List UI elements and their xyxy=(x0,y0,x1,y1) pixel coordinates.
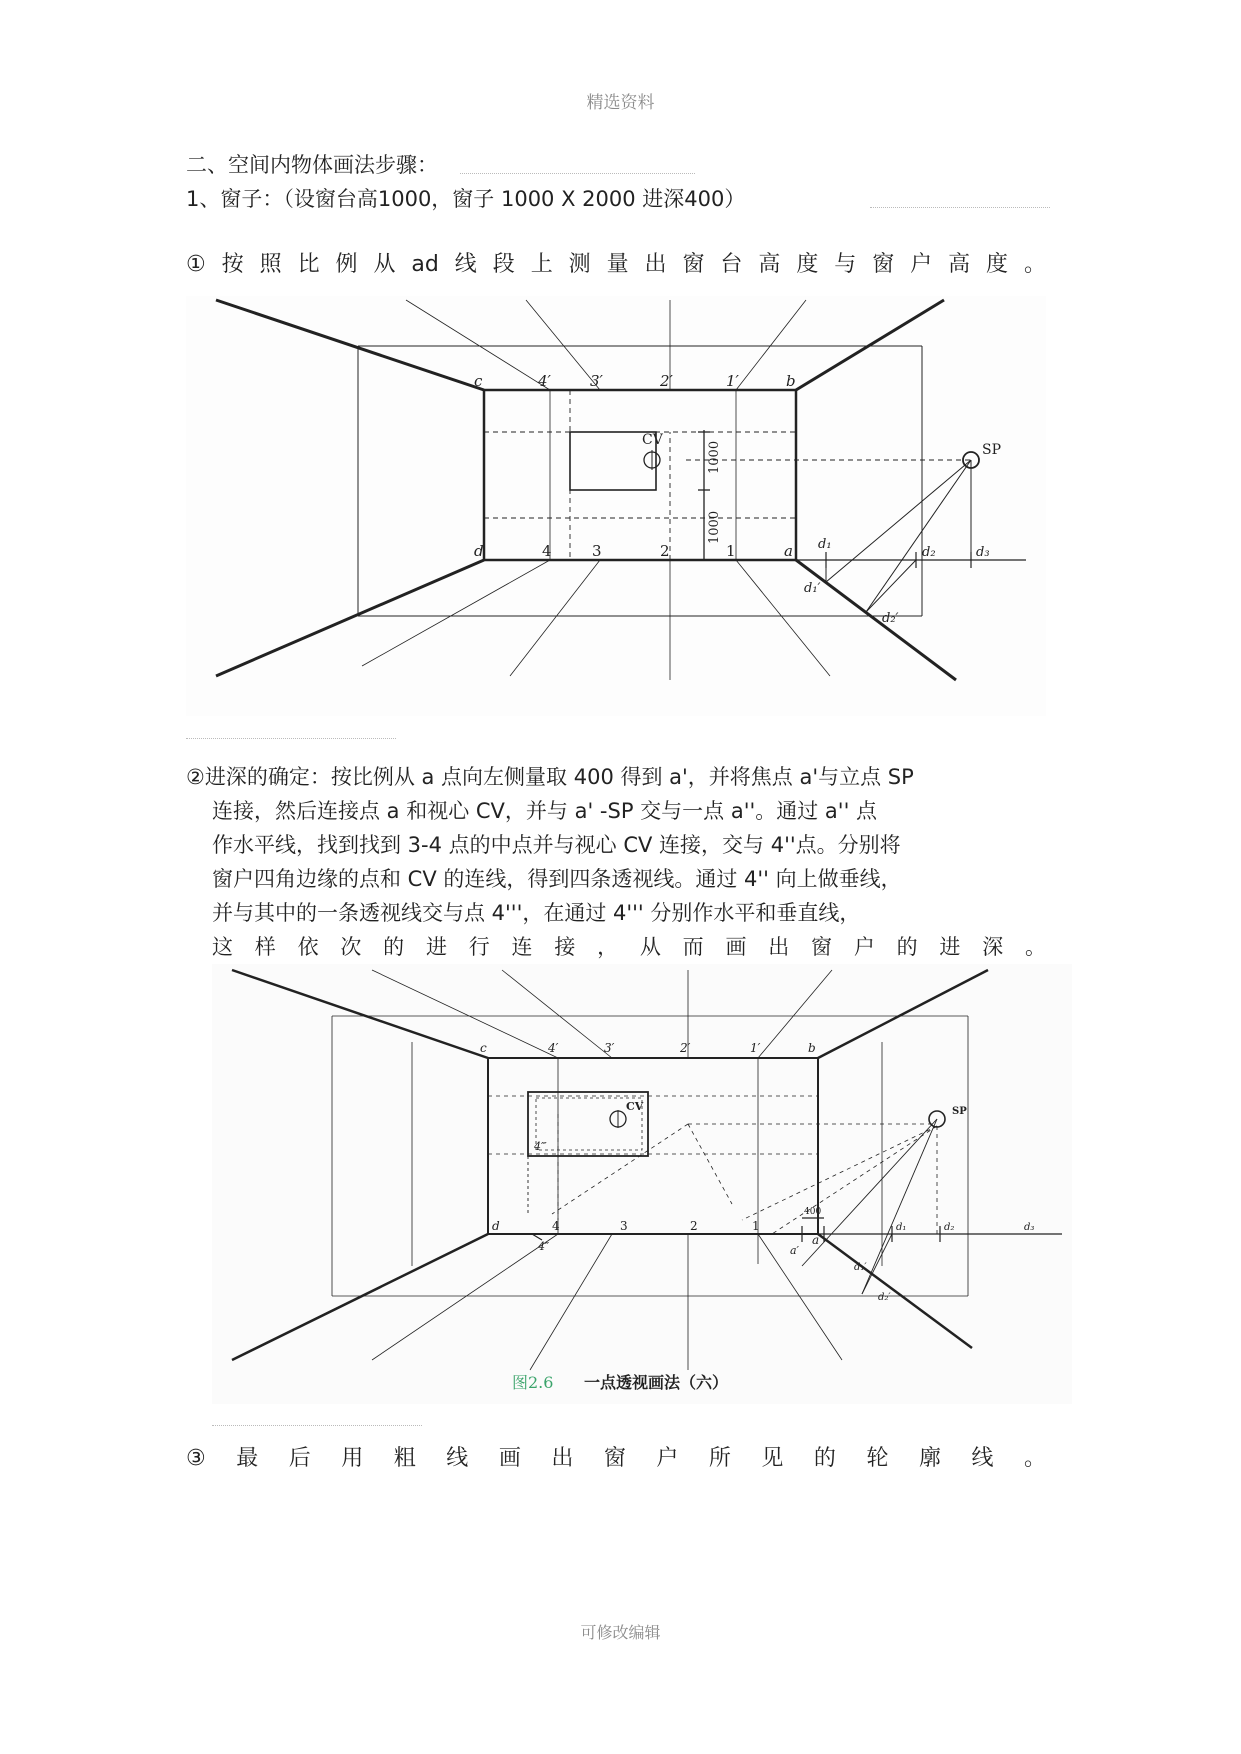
fig2-label-4-double-prime: 4″ xyxy=(538,1240,550,1253)
fig2-label-c: c xyxy=(480,1041,487,1055)
label-d: d xyxy=(474,542,484,560)
fig2-label-d3: d₃ xyxy=(1024,1222,1035,1233)
fig2-label-2-prime: 2′ xyxy=(680,1041,691,1055)
label-sp: SP xyxy=(982,442,1002,458)
fig2-label-1-prime: 1′ xyxy=(750,1041,761,1055)
fig2-label-sp: SP xyxy=(952,1106,967,1117)
dotted-rule xyxy=(870,207,1050,208)
fig2-label-d1: d₁ xyxy=(896,1222,907,1233)
label-1: 1 xyxy=(726,542,736,560)
step-2-line-6: 这样依次的进行连接，从而画出窗户的进深。 xyxy=(212,935,1046,959)
label-3-prime: 3′ xyxy=(590,372,603,390)
label-a: a xyxy=(784,542,793,560)
fig2-label-cv: CV xyxy=(626,1100,644,1113)
fig2-label-4-prime: 4′ xyxy=(548,1041,559,1055)
fig2-label-a-prime: a′ xyxy=(790,1244,800,1257)
figure-2-perspective-drawing xyxy=(212,964,1072,1404)
label-d3: d₃ xyxy=(976,545,990,560)
figure-2-caption-text: 一点透视画法（六） xyxy=(584,1373,729,1392)
label-4-prime: 4′ xyxy=(538,372,551,390)
fig2-label-3: 3 xyxy=(620,1219,628,1233)
dotted-rule xyxy=(186,738,396,739)
label-b: b xyxy=(786,372,796,390)
step-2-line-4: 窗户四角边缘的点和 CV 的连线，得到四条透视线。通过 4'' 向上做垂线， xyxy=(212,867,902,891)
label-d1: d₁ xyxy=(818,537,832,552)
label-2-prime: 2′ xyxy=(660,372,673,390)
label-d2: d₂ xyxy=(922,545,936,560)
step-2-line-3: 作水平线，找到找到 3-4 点的中点并与视心 CV 连接，交与 4''点。分别将 xyxy=(212,833,901,857)
fig2-label-3-prime: 3′ xyxy=(604,1041,615,1055)
fig2-label-d2-prime: d₂′ xyxy=(878,1292,891,1303)
label-3: 3 xyxy=(592,542,602,560)
label-cv: CV xyxy=(642,432,663,448)
fig2-label-d1-prime: d₁′ xyxy=(854,1262,867,1273)
dotted-rule xyxy=(212,1425,422,1426)
step-1-text: ①按照比例从ad线段上测量出窗台高度与窗户高度。 xyxy=(186,252,1046,277)
label-d2-prime: d₂′ xyxy=(882,611,899,626)
label-2: 2 xyxy=(660,542,670,560)
step-3-text: ③最后用粗线画出窗户所见的轮廓线。 xyxy=(186,1446,1046,1471)
label-1-prime: 1′ xyxy=(726,372,739,390)
fig2-dimension-400: 400 xyxy=(804,1207,822,1217)
step-2-line-2: 连接，然后连接点 a 和视心 CV，并与 a' -SP 交与一点 a''。通过 a'' 点 xyxy=(212,799,878,823)
page-header: 精选资料 xyxy=(586,93,655,113)
step-2-line-1: ②进深的确定：按比例从 a 点向左侧量取 400 得到 a'，并将焦点 a'与立点 SP xyxy=(186,765,914,789)
fig2-label-a: a xyxy=(812,1233,820,1247)
dotted-rule xyxy=(460,173,695,174)
fig2-label-d: d xyxy=(492,1219,500,1233)
label-4: 4 xyxy=(542,542,552,560)
section-title: 二、空间内物体画法步骤： xyxy=(186,153,438,177)
dimension-1000-top: 1000 xyxy=(707,440,722,474)
label-d1-prime: d₁′ xyxy=(804,581,821,596)
item-1-title: 1、窗子：（设窗台高1000，窗子 1000 X 2000 进深400） xyxy=(186,187,746,211)
fig2-label-1: 1 xyxy=(752,1219,760,1233)
fig2-label-b: b xyxy=(808,1041,816,1055)
fig2-label-4-triple-prime: 4‴ xyxy=(534,1140,547,1153)
fig2-label-2: 2 xyxy=(690,1219,698,1233)
step-2-line-5: 并与其中的一条透视线交与点 4'''，在通过 4''' 分别作水平和垂直线， xyxy=(212,901,861,925)
label-c: c xyxy=(474,372,483,390)
figure-2-caption-number: 图2.6 xyxy=(512,1373,554,1392)
fig2-label-4: 4 xyxy=(552,1219,560,1233)
page-footer: 可修改编辑 xyxy=(580,1623,661,1642)
figure-1-perspective-drawing xyxy=(186,296,1046,716)
fig2-label-d2: d₂ xyxy=(944,1222,955,1233)
dimension-1000-bottom: 1000 xyxy=(707,510,722,544)
